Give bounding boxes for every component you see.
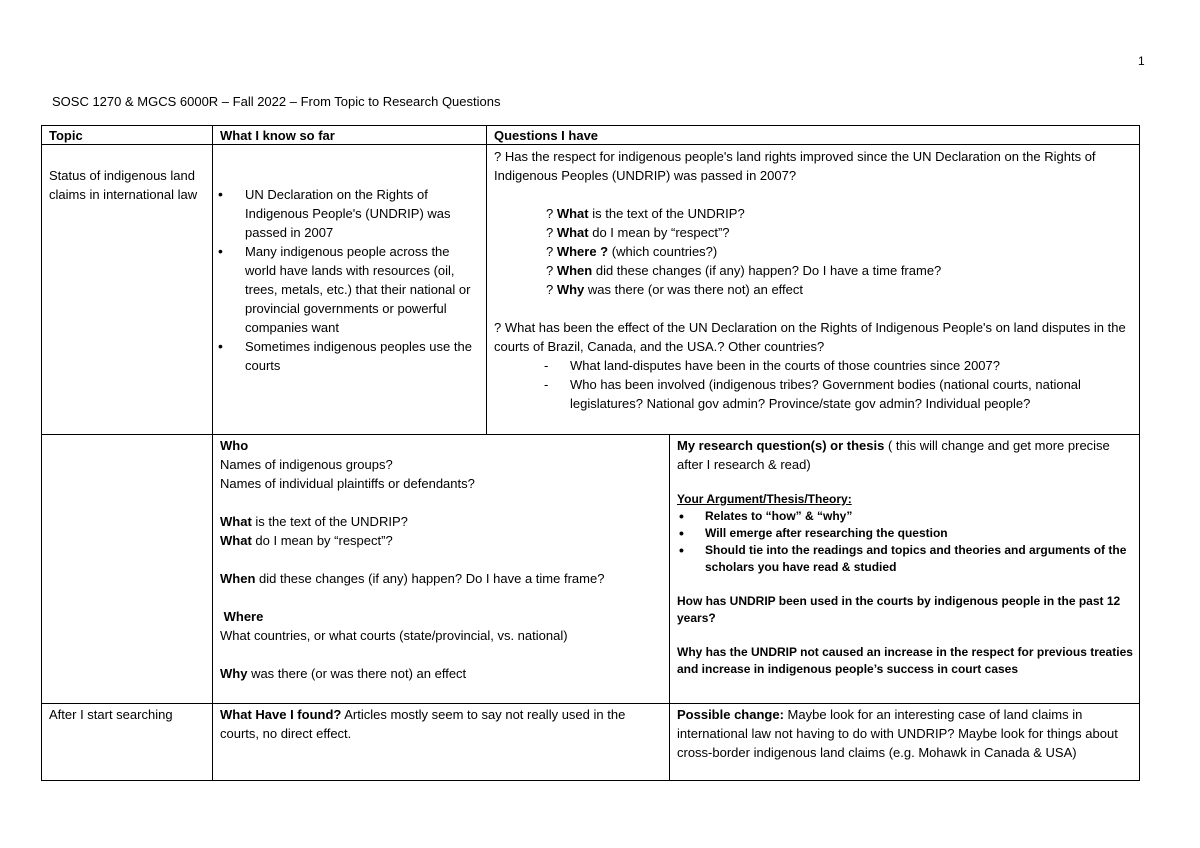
research-question-heading: My research question(s) or thesis ( this will change and get more precise after I research & read) <box>677 438 1110 472</box>
main-question: ? Has the respect for indigenous people's land rights improved since the UN Declaration on the Rights of Indigenous Peoples (UNDRIP) was passed in 2007? <box>494 149 1096 183</box>
row3-topic: After I start searching <box>49 707 173 722</box>
when-line: When did these changes (if any) happen? Do I have a time frame? <box>220 571 605 586</box>
who-label: Who <box>220 438 249 453</box>
list-item: • Sometimes indigenous peoples use the courts <box>213 337 481 375</box>
research-questions-table <box>41 125 1140 781</box>
what-respect-line: What do I mean by “respect”? <box>220 533 393 548</box>
sub-question: ? Where ? (which countries?) <box>546 244 718 259</box>
row1-questions <box>494 147 1134 413</box>
table-border-right <box>1139 125 1140 781</box>
row3-found: What Have I found? Articles mostly seem to say not really used in the courts, no direct effect. <box>220 707 626 741</box>
page-number: 1 <box>1138 54 1145 68</box>
row1-topic: Status of indigenous land claims in international law <box>49 168 198 202</box>
row2-rule <box>41 703 1140 704</box>
research-question-1: How has UNDRIP been used in the courts by indigenous people in the past 12 years? <box>677 594 1121 625</box>
sub-question: ? What do I mean by “respect”? <box>546 225 730 240</box>
who-line: Names of indigenous groups? <box>220 457 393 472</box>
header-topic: Topic <box>49 128 83 143</box>
why-line: Why was there (or was there not) an effect <box>220 666 467 681</box>
row2-research-question <box>677 436 1135 678</box>
row1-rule <box>41 434 1140 435</box>
list-item: • UN Declaration on the Rights of Indigenous People's (UNDRIP) was passed in 2007 <box>213 185 481 242</box>
col2-divider-top <box>486 125 487 434</box>
row3-possible-change: Possible change: Maybe look for an interesting case of land claims in international law not having to do with UNDRIP? Maybe look for things about cross-border indigenous land claims (e.g. Mohawk in Canada & USA) <box>677 707 1118 760</box>
list-item: - Who has been involved (indigenous tribes? Government bodies (national courts, national legislatures? National gov admin? Province/state gov admin? Individual people? <box>494 375 1134 413</box>
where-label: Where <box>220 609 264 624</box>
header-questions: Questions I have <box>494 128 599 143</box>
argument-heading: Your Argument/Thesis/Theory: <box>677 492 852 506</box>
who-line: Names of individual plaintiffs or defendants? <box>220 476 475 491</box>
sub-question: ? What is the text of the UNDRIP? <box>546 206 745 221</box>
table-border-left <box>41 125 42 781</box>
row1-know <box>213 185 481 375</box>
where-line: What countries, or what courts (state/provincial, vs. national) <box>220 628 568 643</box>
what-text-line: What is the text of the UNDRIP? <box>220 514 408 529</box>
list-item: • Relates to “how” & “why” <box>677 508 1135 525</box>
table-border-bottom <box>41 780 1140 781</box>
col2-divider-bottom <box>669 434 670 781</box>
list-item: • Will emerge after researching the question <box>677 525 1135 542</box>
row2-who <box>220 436 660 683</box>
header-what-i-know: What I know so far <box>220 128 335 143</box>
list-item: - What land-disputes have been in the courts of those countries since 2007? <box>494 356 1134 375</box>
sub-question: ? Why was there (or was there not) an effect <box>546 282 803 297</box>
document-title: SOSC 1270 & MGCS 6000R – Fall 2022 – From Topic to Research Questions <box>52 94 501 109</box>
research-question-2: Why has the UNDRIP not caused an increase in the respect for previous treaties and increase in indigenous people’s success in court cases <box>677 645 1133 676</box>
list-item: • Should tie into the readings and topics and theories and arguments of the scholars you have read & studied <box>677 542 1135 576</box>
second-question: ? What has been the effect of the UN Declaration on the Rights of Indigenous People's on land disputes in the courts of Brazil, Canada, and the USA.? Other countries? <box>494 320 1126 354</box>
list-item: • Many indigenous people across the world have lands with resources (oil, trees, metals, etc.) that their national or provincial governments or powerful companies want <box>213 242 481 337</box>
argument-section <box>677 491 1135 678</box>
sub-question: ? When did these changes (if any) happen? Do I have a time frame? <box>546 263 942 278</box>
